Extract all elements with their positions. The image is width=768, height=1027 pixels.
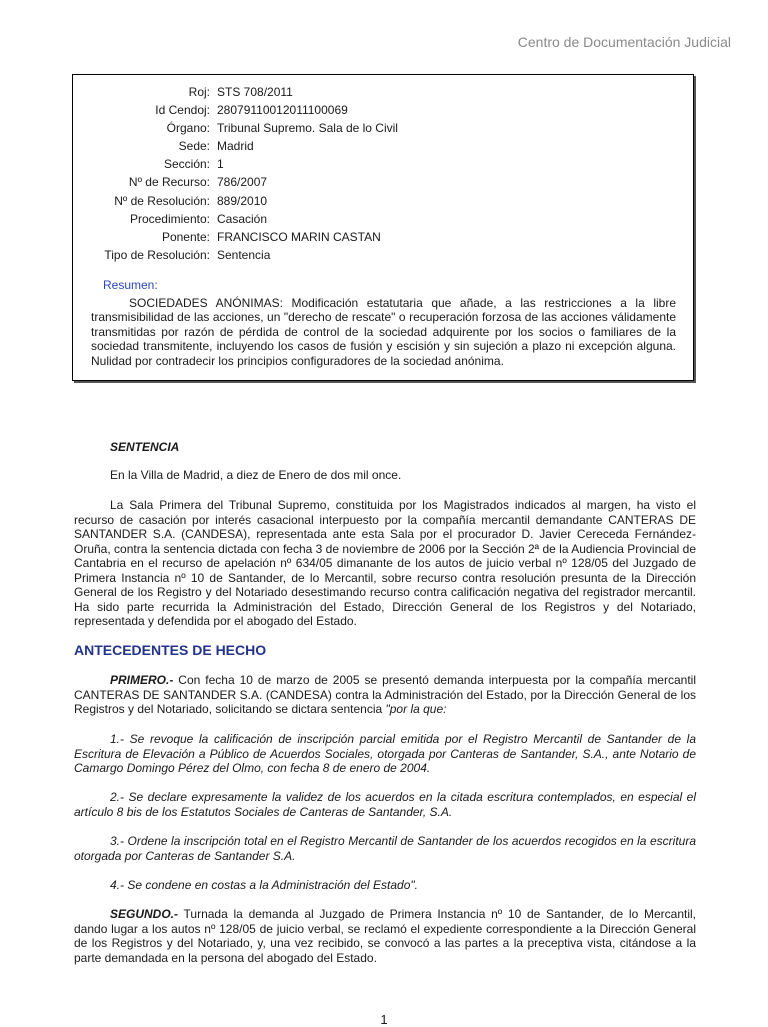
segundo-label: SEGUNDO.- [110, 907, 179, 921]
meta-key: Tipo de Resolución: [104, 247, 210, 262]
meta-value: Sentencia [217, 247, 271, 262]
page-number: 1 [380, 1012, 388, 1027]
meta-value: 889/2010 [217, 193, 268, 208]
sentencia-heading [74, 440, 696, 455]
resumen-label: Resumen: [103, 278, 158, 292]
meta-value: 28079110012011100069 [217, 103, 348, 118]
claim-item-4: 4.- Se condene en costas a la Administración del Estado". [110, 878, 418, 892]
meta-key: Órgano: [166, 121, 210, 136]
primero-label: PRIMERO.- [110, 673, 174, 687]
meta-key: Nº de Resolución: [114, 193, 210, 208]
place-date-paragraph: En la Villa de Madrid, a diez de Enero de dos mil once. [110, 468, 402, 482]
segundo-text: Turnada la demanda al Juzgado de Primera Instancia nº 10 de Santander, de lo Mercantil, dando lugar a los autos nº 128/05 de juicio verbal, se reclamó el expediente correspondiente a la Dirección General de los Registros y del Notariado, y, una vez recibido, se convocó a las partes a la preceptiva vista, citándose a la parte demandada en la persona del abogado del Estado. [74, 907, 696, 965]
metadata-box [72, 74, 694, 381]
meta-value: 786/2007 [217, 175, 268, 190]
meta-row-organo [73, 119, 693, 137]
primero-paragraph [74, 673, 696, 717]
claim-item-3: 3.- Ordene la inscripción total en el Registro Mercantil de Santander de los acuerdos recogidos en la escritura otorgada por Canteras de Santander S.A. [74, 834, 696, 863]
meta-key: Ponente: [161, 229, 210, 244]
meta-row-seccion [73, 155, 693, 173]
meta-value: STS 708/2011 [217, 85, 293, 99]
meta-value: 1 [217, 157, 224, 172]
section-heading-antecedentes: ANTECEDENTES DE HECHO [74, 642, 267, 658]
meta-value: Tribunal Supremo. Sala de lo Civil [217, 121, 398, 136]
meta-key: Nº de Recurso: [128, 175, 210, 190]
meta-row-recurso [73, 173, 693, 191]
meta-row-procedimiento [73, 210, 693, 228]
meta-row-sede [73, 137, 693, 155]
sentencia-label: SENTENCIA [110, 440, 180, 454]
meta-row-resolucion [73, 192, 693, 210]
meta-key: Sede: [178, 139, 210, 154]
meta-row-id-cendoj [73, 101, 693, 119]
meta-key: Sección: [163, 157, 210, 172]
intro-paragraph: La Sala Primera del Tribunal Supremo, constituida por los Magistrados indicados al margen, ha visto el recurso de casación por interés casacional interpuesto por la compañía mercantil demandante CANTERAS DE SANTANDER S.A. (CANDESA), representada ante esta Sala por el procurador D. Javier Cereceda Fernández-Oruña, contra la sentencia dictada con fecha 3 de noviembre de 2006 por la Sección 2ª de la Audiencia Provincial de Cantabria en el recurso de apelación nº 634/05 dimanante de los autos de juicio verbal nº 128/05 del Juzgado de Primera Instancia nº 10 de Santander, de lo Mercantil, sobre recurso contra resolución presunta de la Dirección General de los Registro y del Notariado desestimando recurso contra calificación negativa del registrador mercantil. Ha sido parte recurrida la Administración del Estado, Dirección General de los Registros y del Notariado, representada y defendida por el abogado del Estado. [74, 498, 696, 628]
resumen-text: SOCIEDADES ANÓNIMAS: Modificación estatutaria que añade, a las restricciones a la libre transmisibilidad de las acciones, un "derecho de rescate" o recuperación forzosa de las acciones válidamente transmitidas por razón de pérdida de control de la sociedad adquirente por los socios o familiares de la sociedad transmitente, incluyendo los casos de fusión y escisión y sin sujeción a plazo ni excepción alguna. Nulidad por contradecir los principios configuradores de la sociedad anónima. [91, 296, 676, 368]
meta-value: Casación [217, 211, 268, 226]
meta-value: Madrid [217, 139, 254, 154]
metadata-list [73, 83, 693, 264]
segundo-paragraph [74, 907, 696, 965]
primero-text: Con fecha 10 de marzo de 2005 se presentó demanda interpuesta por la compañía mercantil CANTERAS DE SANTANDER S.A. (CANDESA) contra la Administración del Estado, por la Dirección General de los Registros y del Notariado, solicitando se dictara sentencia [74, 673, 696, 716]
meta-key: Id Cendoj: [155, 103, 210, 118]
meta-value: FRANCISCO MARIN CASTAN [217, 229, 381, 244]
claim-item-2: 2.- Se declare expresamente la validez de los acuerdos en la citada escritura contemplados, en especial el artículo 8 bis de los Estatutos Sociales de Canteras de Santander, S.A. [74, 790, 696, 819]
primero-quote: "por la que: [385, 702, 447, 716]
document-center-title: Centro de Documentación Judicial [517, 34, 731, 50]
meta-key: Procedimiento: [129, 211, 210, 226]
meta-key: Roj: [188, 85, 210, 99]
claim-item-1: 1.- Se revoque la calificación de inscripción parcial emitida por el Registro Mercantil de Santander de la Escritura de Elevación a Público de Acuerdos Sociales, otorgada por Canteras de Santander, S.A., ante Notario de Camargo Domingo Pérez del Olmo, con fecha 8 de enero de 2004. [74, 732, 696, 775]
meta-row-tipo-resolucion [73, 246, 693, 264]
meta-row-ponente [73, 228, 693, 246]
meta-row-roj [73, 83, 693, 101]
